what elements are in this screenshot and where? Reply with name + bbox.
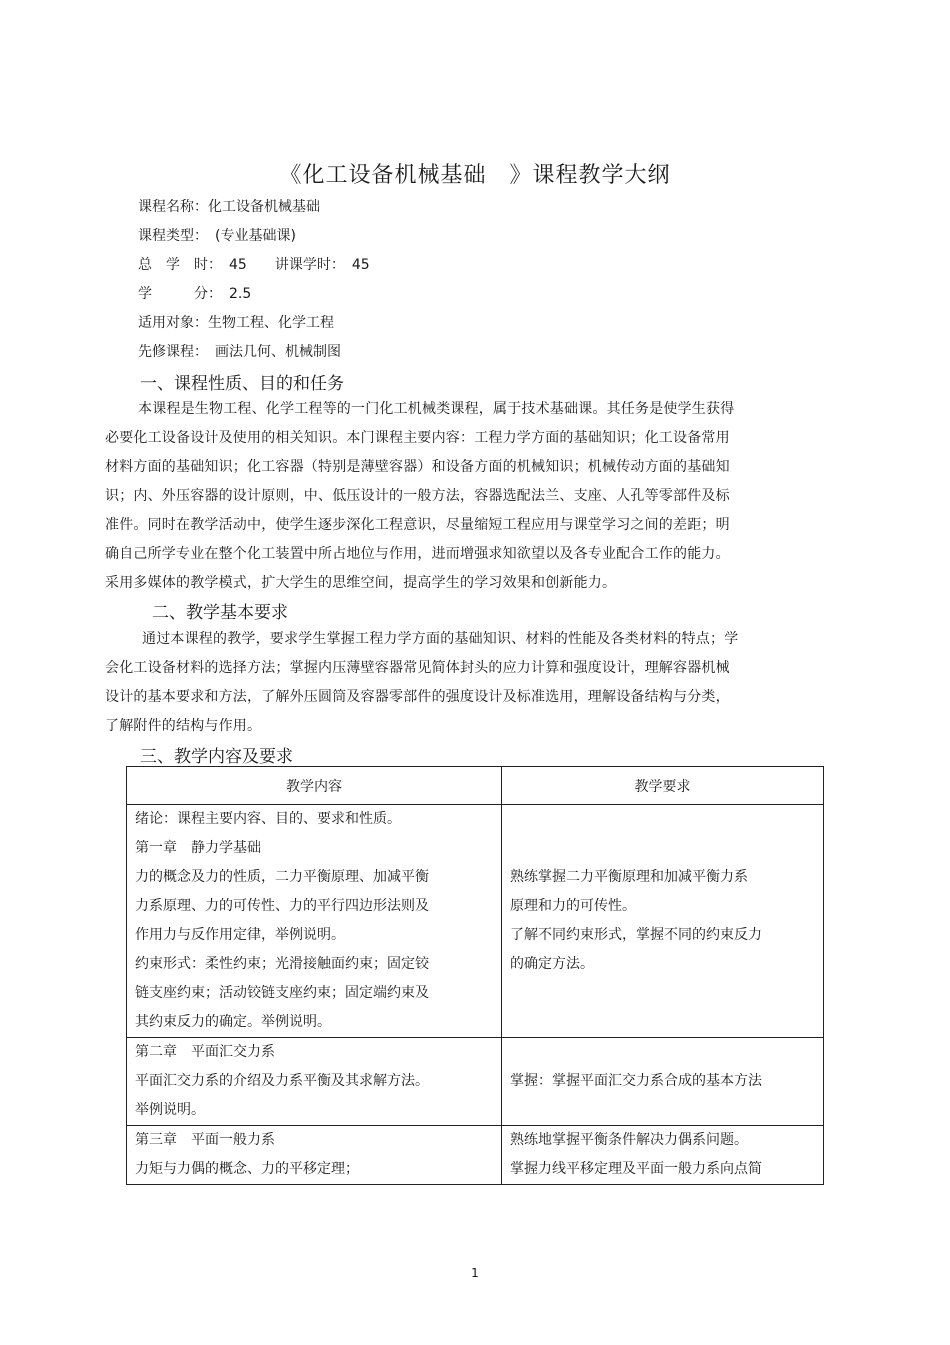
requirement-cell (502, 1038, 824, 1126)
section-heading-3: 三、教学内容及要求 (140, 747, 293, 767)
para-line: 识；内、外压容器的设计原则，中、低压设计的一般方法，容器选配法兰、支座、人孔等零部件及标 (105, 488, 730, 504)
cell-line (510, 1008, 815, 1037)
cell-line: 力矩与力偶的概念、力的平移定理； (135, 1161, 359, 1177)
table-row (127, 1126, 824, 1185)
meta-audience: 适用对象：生物工程、化学工程 (138, 315, 334, 331)
cell-line: 绪论：课程主要内容、目的、要求和性质。 (135, 811, 401, 827)
cell-line: 第一章 静力学基础 (135, 840, 261, 856)
cell-line: 原理和力的可传性。 (510, 898, 636, 914)
cell-line: 第二章 平面汇交力系 (135, 1044, 275, 1060)
para-line: 必要化工设备设计及使用的相关知识。本门课程主要内容：工程力学方面的基础知识；化工设备常用 (105, 430, 730, 446)
cell-line (510, 805, 815, 834)
cell-line: 掌握：掌握平面汇交力系合成的基本方法 (510, 1073, 762, 1089)
course-content-table (126, 766, 824, 1185)
table-row (127, 805, 824, 1038)
meta-credits: 学 分： 2.5 (138, 286, 252, 302)
para-line: 确自己所学专业在整个化工装置中所占地位与作用，进而增强求知欲望以及各专业配合工作的能力。 (105, 546, 730, 562)
cell-line: 熟练地掌握平衡条件解决力偶系问题。 (510, 1132, 748, 1148)
cell-line: 掌握力线平移定理及平面一般力系向点简 (510, 1161, 762, 1177)
para-line: 设计的基本要求和方法，了解外压圆筒及容器零部件的强度设计及标准选用，理解设备结构与分类， (105, 689, 730, 705)
cell-line: 熟练掌握二力平衡原理和加减平衡力系 (510, 869, 748, 885)
para-line: 准件。同时在教学活动中，使学生逐步深化工程意识，尽量缩短工程应用与课堂学习之间的差距；明 (105, 517, 730, 533)
meta-course-name: 课程名称：化工设备机械基础 (138, 199, 320, 215)
para-line: 会化工设备材料的选择方法；掌握内压薄壁容器常见简体封头的应力计算和强度设计，理解容器机械 (105, 660, 730, 676)
cell-line (510, 1038, 815, 1067)
cell-line: 力系原理、力的可传性、力的平行四边形法则及 (135, 898, 429, 914)
para-line: 采用多媒体的教学模式，扩大学生的思维空间，提高学生的学习效果和创新能力。 (105, 575, 617, 591)
document-title: 《化工设备机械基础 》课程教学大纲 (279, 163, 671, 188)
cell-line: 的确定方法。 (510, 956, 594, 972)
cell-line: 链支座约束；活动铰链支座约束；固定端约束及 (135, 985, 429, 1001)
content-cell (127, 1126, 502, 1185)
meta-total-hours: 总 学 时： 45 讲课学时： 45 (138, 257, 370, 273)
header-content: 教学内容 (127, 767, 502, 805)
cell-line: 作用力与反作用定律，举例说明。 (135, 927, 345, 943)
requirement-cell (502, 1126, 824, 1185)
table-header-row (127, 767, 824, 805)
cell-line: 平面汇交力系的介绍及力系平衡及其求解方法。 (135, 1073, 429, 1089)
para-line: 通过本课程的教学，要求学生掌握工程力学方面的基础知识、材料的性能及各类材料的特点；学 (142, 631, 739, 647)
para-line: 本课程是生物工程、化学工程等的一门化工机械类课程，属于技术基础课。其任务是使学生获得 (138, 401, 735, 417)
cell-line: 约束形式：柔性约束；光滑接触面约束；固定铰 (135, 956, 429, 972)
section-heading-1: 一、课程性质、目的和任务 (140, 374, 344, 394)
cell-line: 了解不同约束形式，掌握不同的约束反力 (510, 927, 762, 943)
cell-line (510, 979, 815, 1008)
para-line: 了解附件的结构与作用。 (105, 718, 262, 734)
cell-line (510, 834, 815, 863)
cell-line: 其约束反力的确定。举例说明。 (135, 1014, 331, 1030)
page-number: 1 (471, 1266, 479, 1280)
para-line: 材料方面的基础知识；化工容器（特别是薄壁容器）和设备方面的机械知识；机械传动方面的基础知 (105, 459, 730, 475)
section-heading-2: 二、教学基本要求 (152, 603, 288, 623)
meta-course-type: 课程类型： (专业基础课) (138, 228, 296, 244)
cell-line: 举例说明。 (135, 1102, 205, 1118)
cell-line: 力的概念及力的性质，二力平衡原理、加减平衡 (135, 869, 429, 885)
header-requirement: 教学要求 (502, 767, 824, 805)
table-row (127, 1038, 824, 1126)
requirement-cell (502, 805, 824, 1038)
content-cell (127, 1038, 502, 1126)
cell-line: 第三章 平面一般力系 (135, 1132, 275, 1148)
content-cell (127, 805, 502, 1038)
meta-prerequisites: 先修课程： 画法几何、机械制图 (138, 344, 341, 360)
cell-line (510, 1096, 815, 1125)
